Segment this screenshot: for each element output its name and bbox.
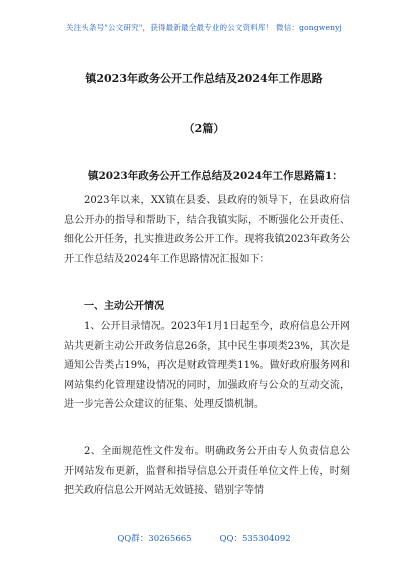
paragraph-normative-docs: 2、全面规范性文件发布。明确政务公开由专人负责信息公开网站发布更新，监督和指导信息公开责任单位文件上传，时刻把关政府信息公开网站无效链接、错别字等情 [64, 446, 350, 496]
footer-qq-group: QQ群：30265665 [117, 534, 192, 544]
document-subtitle: （2篇） [183, 122, 225, 135]
footer-contact [0, 532, 408, 544]
paragraph-intro: 2023年以来，XX镇在县委、县政府的领导下，在县政府信息公开办的指导和帮助下，结合我镇实际，不断强化公开责任、细化公开任务，扎实推进政务公开工作。现将我镇2023年政务公开工作总结及2024年工作思路情况汇报如下： [64, 195, 350, 265]
heading-proactive-disclosure: 一、主动公开情况 [84, 301, 164, 312]
top-promo-banner: 关注头条号"公文研究"，获得最新最全最专业的公文资料库！ 微信：gongwenyj [65, 23, 343, 32]
document-title: 镇2023年政务公开工作总结及2024年工作思路 [85, 72, 323, 85]
section-title: 镇2023年政务公开工作总结及2024年工作思路篇1： [88, 170, 343, 182]
paragraph-directory: 1、公开目录情况。2023年1月1日起至今，政府信息公开网站共更新主动公开政务信息26条，其中民生事项类23%，其次是通知公告类占19%，再次是财政管理类11%。做好政府服务网和网站集约化管理建设情况的同时，加强政府与公众的互动交流，进一步完善公众建议的征集、处理反馈机制。 [64, 321, 350, 410]
footer-qq-number: QQ：535304092 [219, 534, 291, 544]
